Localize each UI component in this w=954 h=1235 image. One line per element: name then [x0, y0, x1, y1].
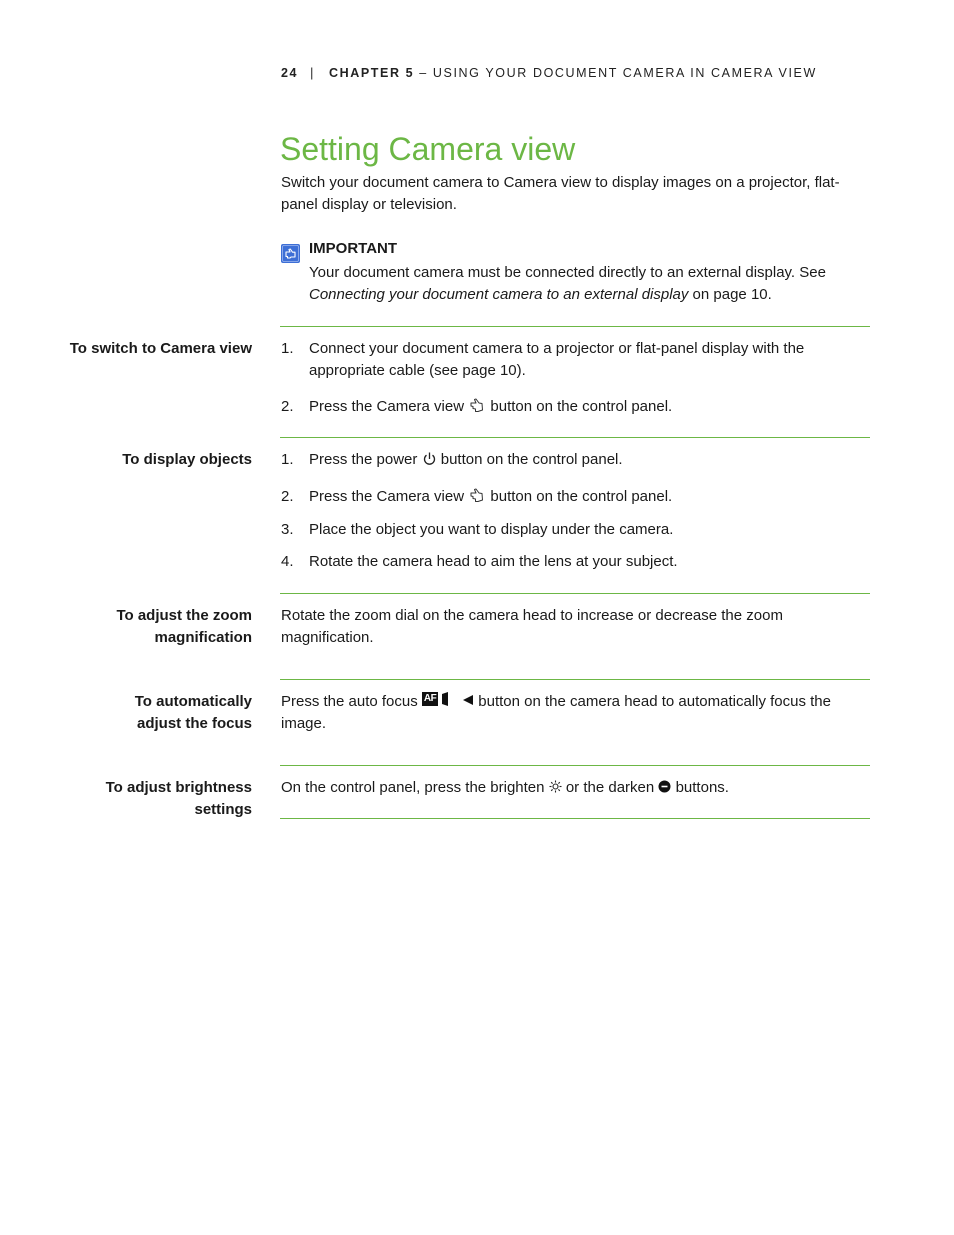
brightness-text-start: On the control panel, press the brighten — [281, 779, 545, 796]
list-item — [281, 551, 861, 573]
step-number: 2. — [281, 488, 294, 505]
intro-paragraph: Switch your document camera to Camera view to display images on a projector, flat-panel display or television. — [281, 174, 840, 213]
page-title: Setting Camera view — [280, 131, 576, 167]
chapter-title: – USING YOUR DOCUMENT CAMERA IN CAMERA VIEW — [419, 66, 817, 80]
step-text — [309, 486, 861, 508]
step-text-end: button on the control panel. — [440, 451, 623, 468]
brighten-sun-icon — [549, 780, 562, 793]
section-divider — [280, 679, 870, 680]
section-label-focus — [32, 691, 252, 735]
step-text: Place the object you want to display under the camera. — [309, 521, 674, 538]
step-text-start: Press the Camera view — [309, 488, 465, 505]
af-label: AF — [423, 693, 437, 704]
chapter-label: CHAPTER 5 — [328, 66, 415, 80]
section-label-display: To display objects — [122, 451, 252, 468]
section-label-brightness — [32, 777, 252, 821]
section-label-zoom — [32, 605, 252, 649]
list-item — [281, 519, 861, 541]
important-text — [309, 262, 869, 306]
section-divider — [280, 593, 870, 594]
important-text-start: Your document camera must be connected directly to an external display. See — [309, 264, 826, 281]
camera-view-hand-icon — [468, 487, 486, 504]
auto-focus-icon — [422, 692, 458, 708]
list-item — [281, 449, 861, 471]
focus-text-end: button on the camera head to automatically focus the image. — [281, 693, 831, 732]
brightness-instructions — [281, 777, 861, 799]
important-hand-icon — [281, 244, 300, 263]
section-divider — [280, 437, 870, 438]
section-label-line: To adjust brightness — [105, 779, 252, 796]
list-item — [281, 338, 861, 382]
cross-reference: Connecting your document camera to an external display — [309, 286, 689, 303]
running-header — [281, 66, 817, 80]
step-text-end: button on the control panel. — [490, 488, 673, 505]
step-text: Rotate the camera head to aim the lens at your subject. — [309, 553, 678, 570]
important-text-end: on page 10. — [688, 286, 772, 303]
list-item — [281, 396, 861, 418]
section-label-switch: To switch to Camera view — [69, 340, 252, 357]
zoom-instructions: Rotate the zoom dial on the camera head to increase or decrease the zoom magnification. — [281, 607, 783, 646]
step-text: Connect your document camera to a projector or flat-panel display with the appropriate cable (see page 10). — [309, 340, 805, 379]
section-label-line: settings — [194, 801, 252, 818]
section-divider — [280, 765, 870, 766]
section-divider — [280, 818, 870, 819]
brightness-text-end: buttons. — [675, 779, 729, 796]
step-number: 3. — [281, 521, 294, 538]
step-number: 1. — [281, 451, 294, 468]
brightness-text-middle: or the darken — [565, 779, 655, 796]
section-label-line: To adjust the zoom — [116, 607, 252, 624]
step-number: 4. — [281, 553, 294, 570]
step-number: 1. — [281, 340, 294, 357]
header-separator: | — [310, 66, 315, 80]
section-label-line: To automatically — [134, 693, 252, 710]
page-number: 24 — [281, 66, 299, 80]
focus-text-start: Press the auto focus — [281, 693, 418, 710]
step-text-start: Press the power — [309, 451, 418, 468]
focus-instructions — [281, 691, 861, 735]
step-text — [309, 396, 861, 418]
left-arrow-icon — [462, 694, 474, 706]
list-item — [281, 486, 861, 508]
important-heading: IMPORTANT — [309, 240, 398, 257]
step-text — [309, 449, 861, 471]
section-label-line: magnification — [154, 629, 252, 646]
darken-icon — [658, 780, 671, 793]
camera-view-hand-icon — [468, 397, 486, 414]
step-text-end: button on the control panel. — [490, 398, 673, 415]
section-divider — [280, 326, 870, 327]
power-icon — [422, 451, 437, 467]
section-label-line: adjust the focus — [136, 715, 252, 732]
step-text-start: Press the Camera view — [309, 398, 465, 415]
step-number: 2. — [281, 398, 294, 415]
